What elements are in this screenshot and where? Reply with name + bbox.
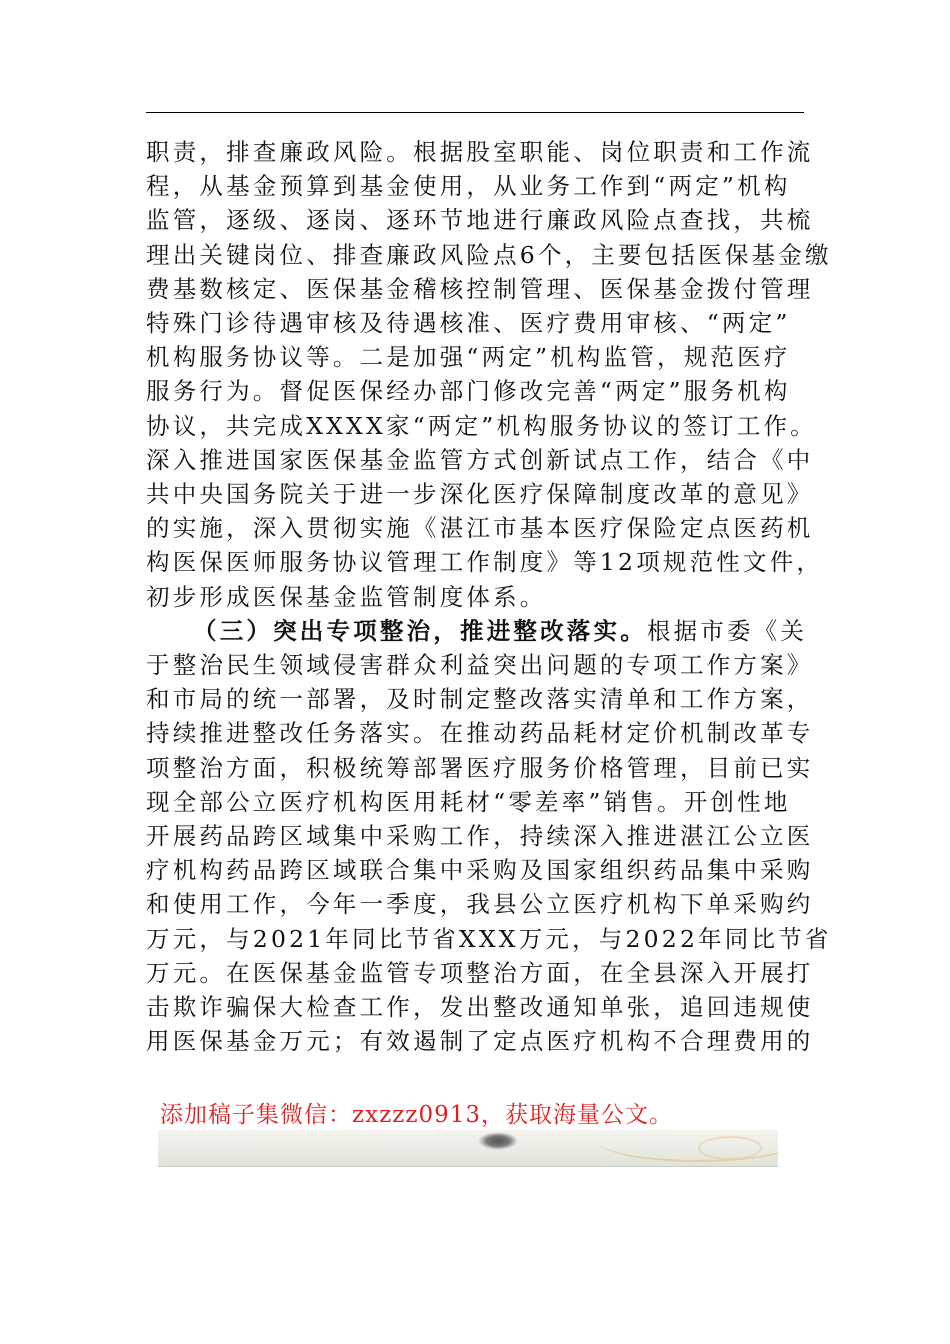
text-line: 疗机构药品跨区域联合集中采购及国家组织药品集中采购 [146, 856, 814, 885]
text-line: 初步形成医保基金监管制度体系。 [146, 582, 547, 611]
text-fragment: 根据市委《关 [646, 616, 808, 645]
text-line [146, 614, 810, 648]
text-line: 理出关键岗位、排查廉政风险点6个，主要包括医保基金缴 [146, 240, 832, 269]
footer-promo-note: 添加稿子集微信：zxzzz0913，获取海量公文。 [160, 1102, 673, 1128]
text-line: 万元，与2021年同比节省XXX万元，与2022年同比节省 [146, 924, 832, 953]
text-line: 监管，逐级、逐岗、逐环节地进行廉政风险点查找，共梳 [146, 206, 814, 235]
text-line: 现全部公立医疗机构医用耗材“零差率”销售。开创性地 [146, 787, 791, 816]
text-line: 深入推进国家医保基金监管方式创新试点工作，结合《中 [146, 445, 814, 474]
text-line: 用医保基金万元；有效遏制了定点医疗机构不合理费用的 [146, 1027, 814, 1056]
paragraph-1 [146, 135, 832, 614]
text-line: 持续推进整改任务落实。在推动药品耗材定价机制改革专 [146, 719, 814, 748]
text-line: 服务行为。督促医保经办部门修改完善“两定”服务机构 [146, 377, 791, 406]
ink-blot-decoration [478, 1132, 518, 1150]
text-line: 共中央国务院关于进一步深化医疗保障制度改革的意见》 [146, 480, 814, 509]
text-line: 程，从基金预算到基金使用，从业务工作到“两定”机构 [146, 172, 791, 201]
text-line: 万元。在医保基金监管专项整治方面，在全县深入开展打 [146, 958, 814, 987]
text-line: 费基数核定、医保基金稽核控制管理、医保基金拨付管理 [146, 274, 814, 303]
text-line: 的实施，深入贯彻实施《湛江市基本医疗保险定点医药机 [146, 514, 814, 543]
text-line: 特殊门诊待遇审核及待遇核准、医疗费用审核、“两定” [146, 309, 791, 338]
text-line: 项整治方面，积极统筹部署医疗服务价格管理，目前已实 [146, 753, 814, 782]
header-rule [146, 112, 804, 113]
text-line: 于整治民生领域侵害群众利益突出问题的专项工作方案》 [146, 651, 814, 680]
text-line: 职责，排查廉政风险。根据股室职能、岗位职责和工作流 [146, 138, 814, 166]
text-line: 构医保医师服务协议管理工作制度》等12项规范性文件， [146, 548, 824, 577]
wave-decoration [698, 1136, 762, 1160]
text-line: 和使用工作，今年一季度，我县公立医疗机构下单采购约 [146, 890, 814, 919]
text-line: 击欺诈骗保大检查工作，发出整改通知单张，追回违规使 [146, 993, 814, 1022]
decorative-banner-image [158, 1130, 778, 1167]
paragraph-2 [146, 614, 832, 1059]
text-line: 协议，共完成XXXX家“两定”机构服务协议的签订工作。 [146, 411, 817, 440]
text-line: 机构服务协议等。二是加强“两定”机构监管，规范医疗 [146, 343, 791, 372]
section-heading: （三）突出专项整治，推进整改落实。 [193, 616, 647, 645]
text-line: 和市局的统一部署，及时制定整改落实清单和工作方案， [146, 685, 814, 714]
document-body [146, 135, 832, 1058]
text-line: 开展药品跨区域集中采购工作，持续深入推进湛江公立医 [146, 822, 814, 851]
